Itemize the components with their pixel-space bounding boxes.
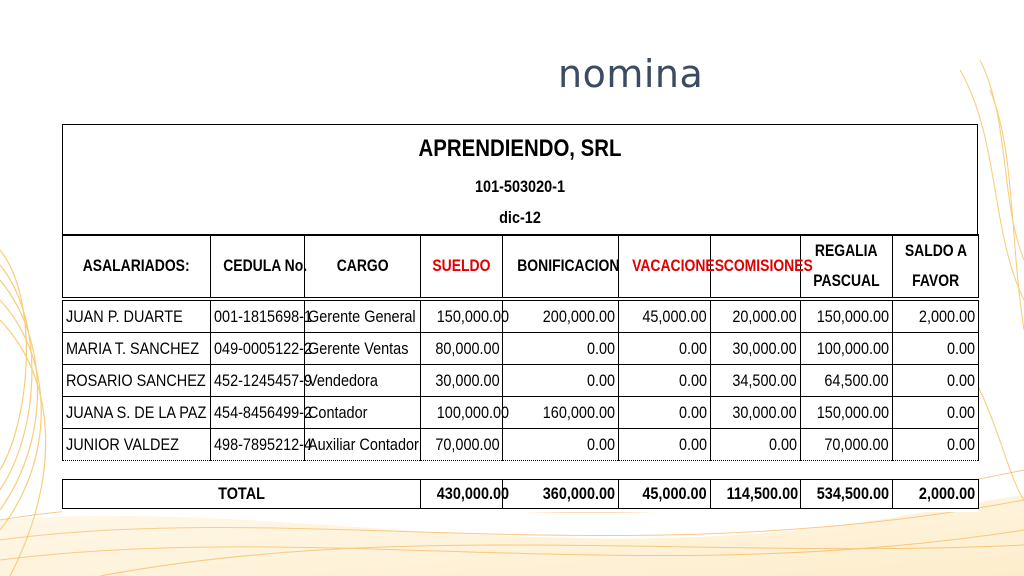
cell-sueldo: 80,000.00 — [421, 333, 503, 365]
totals-row — [62, 479, 979, 509]
table-row — [63, 429, 979, 461]
col-header-cargo: CARGO — [305, 235, 421, 298]
cell-comisiones: 30,000.00 — [711, 397, 801, 429]
employee-rows — [62, 300, 979, 461]
cell-regalia: 150,000.00 — [801, 301, 893, 333]
col-header-saldo: SALDO A FAVOR — [893, 235, 979, 298]
table-row — [63, 301, 979, 333]
col-header-regalia: REGALIA PASCUAL — [801, 235, 893, 298]
cell-cedula: 001-1815698-1 — [211, 301, 305, 333]
total-bonificacion: 360,000.00 — [503, 480, 619, 509]
cell-cedula: 498-7895212-4 — [211, 429, 305, 461]
cell-bonificacion: 200,000.00 — [503, 301, 619, 333]
table-row — [63, 397, 979, 429]
table-row — [63, 365, 979, 397]
col-header-vacaciones: VACACIONES — [619, 235, 711, 298]
col-header-asalariados: ASALARIADOS: — [63, 235, 211, 298]
table-row — [63, 333, 979, 365]
cell-comisiones: 20,000.00 — [711, 301, 801, 333]
cell-saldo: 0.00 — [893, 333, 979, 365]
cell-regalia: 70,000.00 — [801, 429, 893, 461]
total-comisiones: 114,500.00 — [711, 480, 801, 509]
cell-cedula: 049-0005122-2 — [211, 333, 305, 365]
cell-sueldo: 70,000.00 — [421, 429, 503, 461]
total-vacaciones: 45,000.00 — [619, 480, 711, 509]
cell-bonificacion: 0.00 — [503, 365, 619, 397]
col-header-sueldo: SUELDO — [421, 235, 503, 298]
cell-vacaciones: 0.00 — [619, 429, 711, 461]
total-regalia: 534,500.00 — [801, 480, 893, 509]
cell-comisiones: 30,000.00 — [711, 333, 801, 365]
cell-cargo: Vendedora — [305, 365, 421, 397]
cell-employee-name: JUANA S. DE LA PAZ — [63, 397, 211, 429]
cell-bonificacion: 0.00 — [503, 333, 619, 365]
cell-employee-name: JUNIOR VALDEZ — [63, 429, 211, 461]
cell-vacaciones: 0.00 — [619, 365, 711, 397]
cell-saldo: 0.00 — [893, 429, 979, 461]
cell-saldo: 2,000.00 — [893, 301, 979, 333]
cell-comisiones: 34,500.00 — [711, 365, 801, 397]
sheet-header — [62, 124, 978, 236]
payroll-sheet — [62, 124, 978, 512]
cell-sueldo: 150,000.00 — [421, 301, 503, 333]
cell-regalia: 150,000.00 — [801, 397, 893, 429]
company-name: APRENDIENDO, SRL — [418, 135, 622, 162]
cell-bonificacion: 160,000.00 — [503, 397, 619, 429]
cell-employee-name: JUAN P. DUARTE — [63, 301, 211, 333]
cell-cedula: 452-1245457-9 — [211, 365, 305, 397]
cell-employee-name: MARIA T. SANCHEZ — [63, 333, 211, 365]
total-sueldo: 430,000.00 — [421, 480, 503, 509]
total-label: TOTAL — [63, 480, 421, 509]
cell-vacaciones: 45,000.00 — [619, 301, 711, 333]
cell-cargo: Gerente General — [305, 301, 421, 333]
col-header-bonificacion: BONIFICACION — [503, 235, 619, 298]
cell-regalia: 100,000.00 — [801, 333, 893, 365]
cell-sueldo: 100,000.00 — [421, 397, 503, 429]
cell-regalia: 64,500.00 — [801, 365, 893, 397]
col-header-cedula: CEDULA No. — [211, 235, 305, 298]
slide-title: nomina — [558, 52, 704, 96]
total-saldo: 2,000.00 — [893, 480, 979, 509]
cell-cedula: 454-8456499-2 — [211, 397, 305, 429]
cell-bonificacion: 0.00 — [503, 429, 619, 461]
col-header-comisiones: COMISIONES — [711, 235, 801, 298]
cell-employee-name: ROSARIO SANCHEZ — [63, 365, 211, 397]
cell-vacaciones: 0.00 — [619, 333, 711, 365]
company-rnc: 101-503020-1 — [475, 177, 565, 196]
cell-cargo: Auxiliar Contador — [305, 429, 421, 461]
cell-saldo: 0.00 — [893, 397, 979, 429]
cell-cargo: Contador — [305, 397, 421, 429]
cell-sueldo: 30,000.00 — [421, 365, 503, 397]
cell-comisiones: 0.00 — [711, 429, 801, 461]
cell-vacaciones: 0.00 — [619, 397, 711, 429]
cell-saldo: 0.00 — [893, 365, 979, 397]
cell-cargo: Gerente Ventas — [305, 333, 421, 365]
column-headers — [62, 234, 979, 298]
payroll-period: dic-12 — [499, 208, 541, 227]
